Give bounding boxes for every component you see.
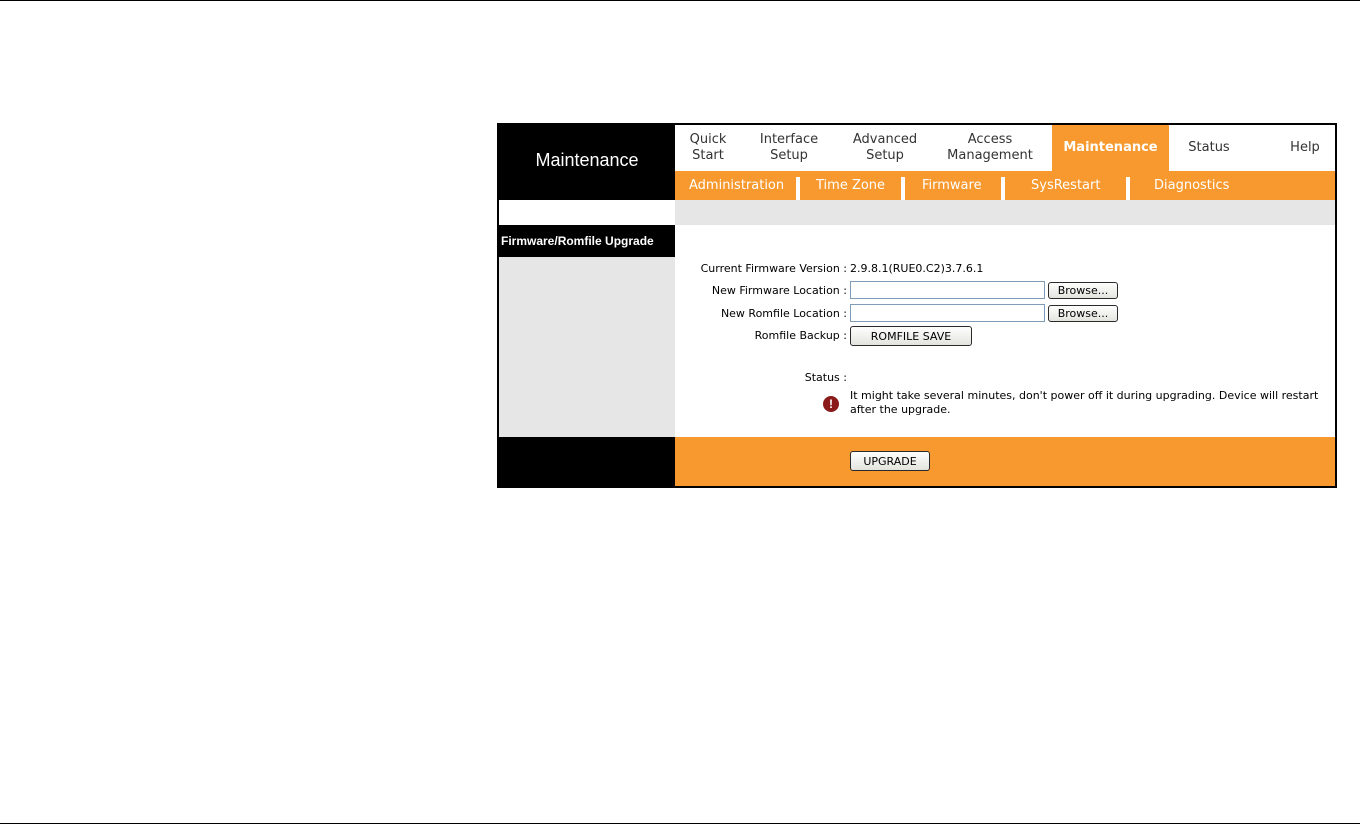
nav-label: Advanced — [852, 132, 918, 147]
subnav-divider — [1001, 177, 1005, 200]
nav-label: Access — [967, 132, 1013, 147]
new-firmware-label: New Firmware Location : — [711, 284, 847, 297]
new-firmware-input[interactable] — [850, 281, 1045, 299]
footer-left — [499, 437, 675, 486]
subnav-sysrestart[interactable]: SysRestart — [1031, 178, 1101, 193]
status-message: It might take several minutes, don't power off it during upgrading. Device will restart after the upgrade. — [850, 389, 1319, 416]
nav-quick-start[interactable] — [675, 125, 741, 171]
router-config-panel — [497, 123, 1337, 488]
spacer-left — [499, 200, 675, 225]
subnav-administration[interactable]: Administration — [689, 178, 785, 193]
nav-access-management[interactable] — [937, 125, 1043, 171]
subnav-firmware[interactable]: Firmware — [922, 178, 982, 193]
top-rule — [0, 0, 1360, 1]
subnav-divider — [796, 177, 800, 200]
romfile-save-button[interactable]: ROMFILE SAVE — [850, 326, 972, 346]
nav-status[interactable] — [1169, 125, 1249, 171]
nav-label: Start — [692, 148, 724, 163]
nav-maintenance[interactable] — [1052, 125, 1169, 171]
status-label: Status : — [804, 371, 847, 384]
new-romfile-input[interactable] — [850, 304, 1045, 322]
bottom-rule — [0, 823, 1360, 824]
nav-help[interactable] — [1275, 125, 1335, 171]
sub-nav — [675, 171, 1335, 200]
nav-label: Status — [1188, 140, 1230, 155]
nav-interface-setup[interactable] — [745, 125, 833, 171]
nav-label: Management — [947, 148, 1033, 163]
nav-label: Quick — [689, 132, 727, 147]
exclamation-circle-icon: ! — [823, 396, 839, 412]
current-firmware-label: Current Firmware Version : — [700, 262, 847, 275]
upgrade-form — [675, 225, 1335, 437]
upgrade-button[interactable]: UPGRADE — [850, 451, 930, 471]
nav-label: Maintenance — [1063, 140, 1158, 155]
new-romfile-label: New Romfile Location : — [720, 307, 847, 320]
page-brand-title: Maintenance — [499, 125, 675, 200]
section-label: Firmware/Romfile Upgrade — [499, 225, 675, 257]
nav-label: Help — [1290, 140, 1320, 155]
footer-bar — [675, 437, 1335, 486]
subnav-divider — [1126, 177, 1130, 200]
nav-label: Setup — [866, 148, 904, 163]
current-firmware-value: 2.9.8.1(RUE0.C2)3.7.6.1 — [850, 262, 984, 275]
nav-advanced-setup[interactable] — [839, 125, 931, 171]
header-spacer — [499, 200, 1335, 225]
left-column — [499, 225, 675, 437]
browse-firmware-button[interactable]: Browse... — [1048, 282, 1118, 299]
subnav-time-zone[interactable]: Time Zone — [816, 178, 886, 193]
subnav-divider — [901, 177, 905, 200]
romfile-backup-label: Romfile Backup : — [754, 329, 847, 342]
nav-label: Interface — [759, 132, 819, 147]
browse-romfile-button[interactable]: Browse... — [1048, 305, 1118, 322]
nav-label: Setup — [770, 148, 808, 163]
main-nav — [675, 125, 1335, 171]
subnav-diagnostics[interactable]: Diagnostics — [1154, 178, 1230, 193]
